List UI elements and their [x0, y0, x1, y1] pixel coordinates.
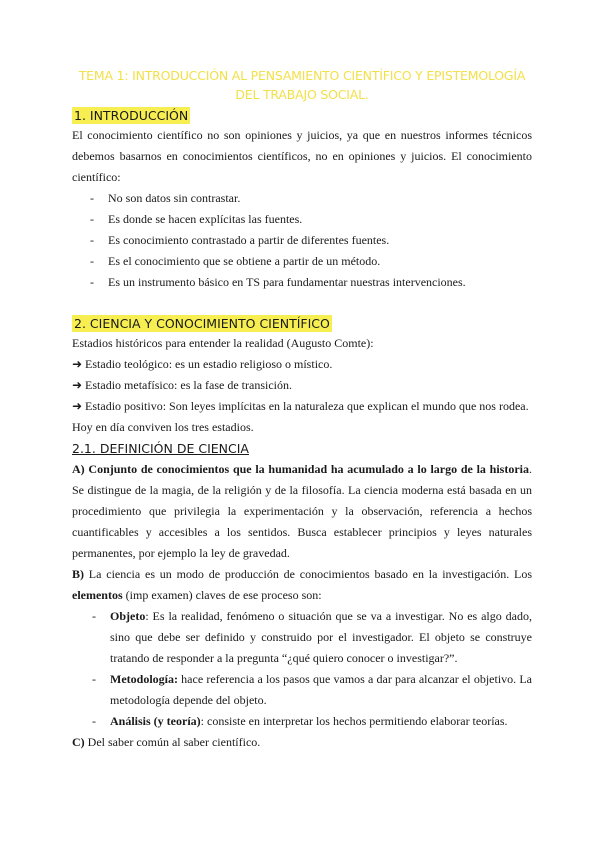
element-text: : consiste en interpretar los hechos permitiendo elaborar teorías. — [200, 714, 508, 728]
definition-a-text: . Se distingue de la magia, de la religión y de la filosofía. La ciencia moderna está basada en un procedimiento que privilegia la experimentación y la observación, referencia a hechos cuantificables y accesibles a los sentidos. Busca establecer principios y leyes naturales permanentes, por ejemplo la ley de gravedad. — [72, 462, 532, 560]
definition-b-bold: elementos — [72, 588, 123, 602]
element-term: Análisis (y teoría) — [110, 714, 201, 728]
stage-item: ➜ Estadio positivo: Son leyes implícitas en la naturaleza que explican el mundo que nos rodea. — [72, 399, 529, 413]
document-title: TEMA 1: INTRODUCCIÓN AL PENSAMIENTO CIENTÍFICO Y EPISTEMOLOGÍA DEL TRABAJO SOCIAL. — [78, 68, 526, 102]
definition-b-paragraph — [72, 564, 532, 606]
definition-a-label: A) — [72, 462, 85, 476]
elements-list — [72, 606, 532, 732]
element-item-objeto — [72, 606, 532, 669]
element-text: : Es la realidad, fenómeno o situación que se va a investigar. No es algo dado, sino que debe ser definido y construido por el investigador. El objeto se construye tratando de responder a la pregunta “¿qué quiero conocer o investigar?”. — [110, 609, 532, 665]
list-item: - Es donde se hacen explícitas las fuentes. — [72, 209, 532, 230]
section-spacer — [72, 293, 532, 315]
list-item: - No son datos sin contrastar. — [72, 188, 532, 209]
definition-c-text: Del saber común al saber científico. — [84, 735, 261, 749]
definition-a-bold: Conjunto de conocimientos que la humanidad ha acumulado a lo largo de la historia — [88, 462, 529, 476]
stages-closing: Hoy en día conviven los tres estadios. — [72, 420, 254, 434]
element-item-analisis — [72, 711, 532, 732]
definition-b-text-2: (imp examen) claves de ese proceso son: — [122, 588, 322, 602]
document-page — [72, 66, 532, 753]
element-item-metodologia — [72, 669, 532, 711]
element-text: hace referencia a los pasos que vamos a dar para alcanzar el objetivo. La metodología depende del objeto. — [110, 672, 532, 707]
definition-c-label: C) — [72, 735, 85, 749]
list-item: - Es un instrumento básico en TS para fundamentar nuestras intervenciones. — [72, 272, 532, 293]
list-item: - Es conocimiento contrastado a partir de diferentes fuentes. — [72, 230, 532, 251]
section-intro-paragraph: El conocimiento científico no son opiniones y juicios, ya que en nuestros informes técnicos debemos basarnos en conocimientos científicos, no en opiniones y juicios. El conocimiento científico: — [72, 128, 532, 184]
characteristics-list — [72, 188, 532, 293]
definition-a-paragraph — [72, 459, 532, 564]
definition-c-paragraph — [72, 732, 532, 753]
definition-b-label: B) — [72, 567, 84, 581]
definition-b-text: La ciencia es un modo de producción de conocimientos basado en la investigación. Los — [84, 567, 532, 581]
element-term: Objeto — [110, 609, 146, 623]
subsection-heading-definicion: 2.1. DEFINICIÓN DE CIENCIA — [72, 441, 249, 456]
stages-intro: Estadios históricos para entender la realidad (Augusto Comte): — [72, 336, 374, 350]
element-term: Metodología: — [110, 672, 178, 686]
stage-item: ➜ Estadio teológico: es un estadio religioso o místico. — [72, 357, 333, 371]
stage-item: ➜ Estadio metafísico: es la fase de transición. — [72, 378, 292, 392]
section-heading-ciencia: 2. CIENCIA Y CONOCIMIENTO CIENTÍFICO — [74, 316, 330, 331]
section-heading-introduccion: 1. INTRODUCCIÓN — [74, 108, 189, 123]
list-item: - Es el conocimiento que se obtiene a partir de un método. — [72, 251, 532, 272]
